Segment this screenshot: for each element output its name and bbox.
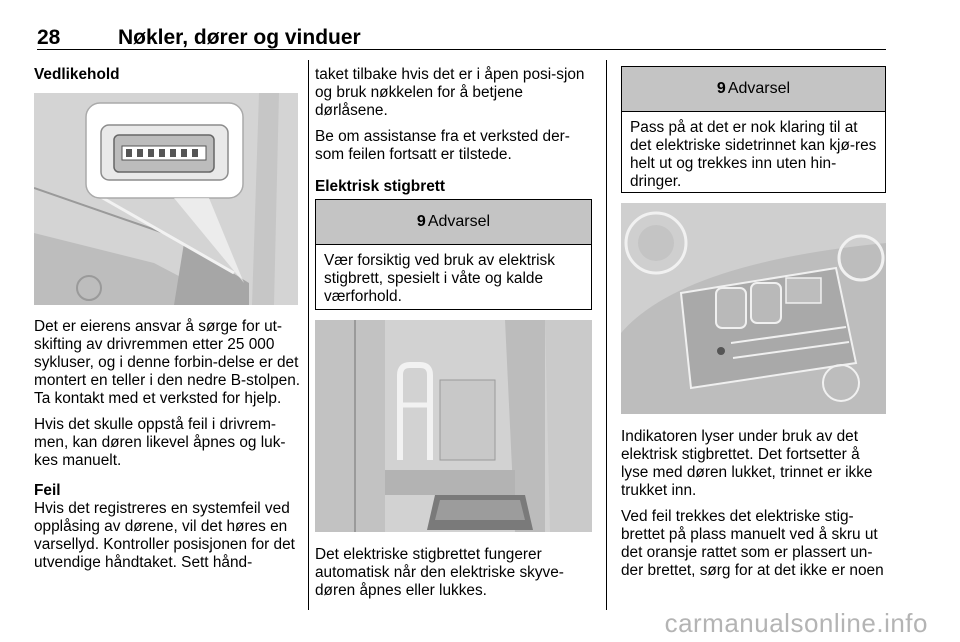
- paragraph: taket tilbake hvis det er i åpen posi-sjon og bruk nøkkelen for å betjene dørlåsene.: [315, 66, 585, 119]
- warning-text: Pass på at det er nok klaring til at det elektriske sidetrinnet kan kjø-res helt ut og trekkes inn uten hin-dringer.: [630, 119, 877, 190]
- paragraph: Det er eierens ansvar å sørge for ut-skifting av drivremmen etter 25 000 sykluser, og i denne forbin-delse er det montert en teller i den nedre B-stolpen. Ta kontakt med et verksted for hjelp.: [34, 318, 301, 407]
- page-title: Nøkler, dører og vinduer: [118, 26, 361, 49]
- section-heading-electric-step: Elektrisk stigbrett: [315, 178, 446, 195]
- section-heading-fault: Feil: [34, 482, 61, 499]
- paragraph: Indikatoren lyser under bruk av det elektrisk stigbrettet. Det fortsetter å lyse med døren lukket, trinnet er ikke trukket inn.: [621, 428, 873, 499]
- counter-drawing: [34, 93, 298, 305]
- paragraph: Det elektriske stigbrettet fungerer automatisk når den elektriske skyve-døren åpnes eller lukkes.: [315, 546, 564, 599]
- warning-title: Advarsel: [727, 80, 791, 97]
- column-2-text-top: [315, 66, 595, 196]
- warning-box: [621, 66, 886, 193]
- paragraph: Hvis det skulle oppstå feil i drivrem-men, kan døren likevel åpnes og luk-kes manuelt.: [34, 416, 286, 469]
- page-number: 28: [37, 26, 61, 49]
- warning-text: Vær forsiktig ved bruk av elektrisk stigbrett, spesielt i våte og kalde værforhold.: [324, 252, 555, 305]
- warning-title: Advarsel: [427, 213, 491, 230]
- column-1-text: [34, 318, 302, 580]
- paragraph: Ved feil trekkes det elektriske stig-brettet på plass manuelt ved å skru ut det oransje rattet som er plassert un-der brettet, sørg for at det ikke er noen: [621, 508, 884, 579]
- warning-box: [315, 199, 592, 310]
- counter-illustration: [34, 93, 298, 305]
- warning-icon: 9: [416, 213, 426, 230]
- warning-icon: 9: [716, 80, 726, 97]
- page-header: [0, 0, 960, 50]
- warning-header: [316, 200, 591, 245]
- step-drawing: [315, 320, 592, 532]
- header-rule: [37, 49, 886, 50]
- column-divider-2: [606, 60, 607, 610]
- paragraph: Be om assistanse fra et verksted der-som feilen fortsatt er tilstede.: [315, 128, 570, 163]
- paragraph: Hvis det registreres en systemfeil ved opplåsing av dørene, vil det høres en varsellyd. Kontroller posisjonen for det utvendige håndtaket. Sett hånd-: [34, 500, 295, 571]
- watermark: carmanualsonline.info: [664, 608, 928, 638]
- dashboard-drawing: [621, 203, 886, 414]
- column-3-text: [621, 428, 887, 588]
- column-1: [34, 56, 302, 84]
- warning-header: [622, 67, 885, 112]
- step-illustration: [315, 320, 592, 532]
- column-2-text-bottom: [315, 546, 595, 608]
- section-heading-maintenance: Vedlikehold: [34, 66, 120, 83]
- column-divider-1: [308, 60, 309, 610]
- dashboard-illustration: [621, 203, 886, 414]
